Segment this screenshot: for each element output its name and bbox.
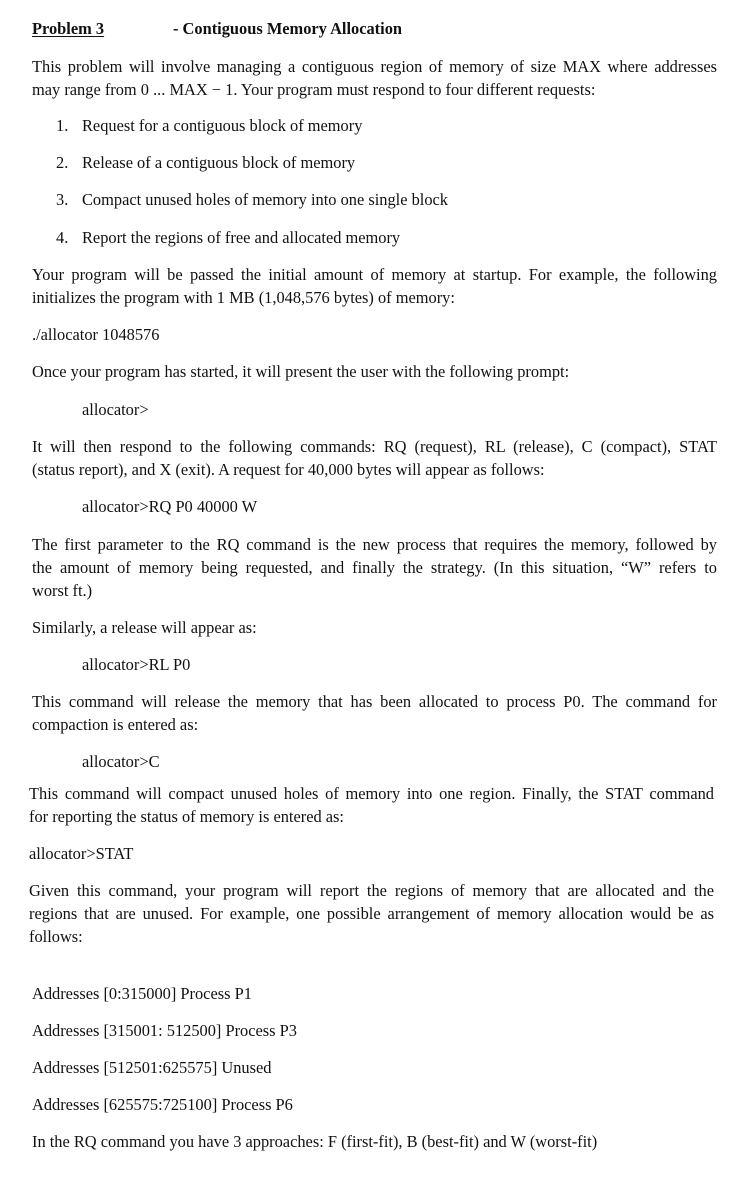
request-item-3 (56, 190, 448, 210)
report-line-1: Given this command, your program will report the regions of memory that are allocated and the (29, 881, 714, 900)
request-text: Compact unused holes of memory into one single block (82, 190, 448, 209)
compact-line-2: compaction is entered as: (32, 715, 199, 734)
problem-subtitle: - Contiguous Memory Allocation (173, 19, 403, 38)
problem-number: Problem 3 (32, 19, 105, 38)
request-number: 3. (56, 190, 69, 209)
stat-line-2: for reporting the status of memory is entered as: (29, 807, 344, 826)
stat-line-1: This command will compact unused holes of memory into one region. Finally, the STAT command (29, 784, 714, 803)
intro-line-1: This problem will involve managing a contiguous region of memory of size MAX where addresses (32, 57, 717, 76)
startup-line-1: Your program will be passed the initial amount of memory at startup. For example, the following (32, 265, 717, 284)
startup-line-2: initializes the program with 1 MB (1,048,576 bytes) of memory: (32, 288, 455, 307)
intro-line-2: may range from 0 ... MAX − 1. Your program must respond to four different requests: (32, 80, 596, 99)
rq-example: allocator>RQ P0 40000 W (82, 497, 258, 516)
address-row-4: Addresses [625575:725100] Process P6 (32, 1095, 293, 1114)
prompt-intro: Once your program has started, it will present the user with the following prompt: (32, 362, 570, 381)
compact-example: allocator>C (82, 752, 160, 771)
address-row-2: Addresses [315001: 512500] Process P3 (32, 1021, 297, 1040)
release-intro: Similarly, a release will appear as: (32, 618, 257, 637)
prompt-example: allocator> (82, 400, 149, 419)
request-item-4 (56, 228, 400, 248)
request-text: Release of a contiguous block of memory (82, 153, 356, 172)
request-number: 1. (56, 116, 69, 135)
request-item-1 (56, 116, 362, 136)
request-text: Request for a contiguous block of memory (82, 116, 363, 135)
commands-line-1: It will then respond to the following commands: RQ (request), RL (release), C (compact), STAT (32, 437, 717, 456)
startup-command: ./allocator 1048576 (32, 325, 160, 344)
closing-note: In the RQ command you have 3 approaches: F (first-fit), B (best-fit) and W (worst-fit) (32, 1132, 598, 1151)
request-item-2 (56, 153, 355, 173)
rq-explain-line-1: The first parameter to the RQ command is the new process that requires the memory, followed by (32, 535, 717, 554)
stat-example: allocator>STAT (29, 844, 134, 863)
report-line-2: regions that are unused. For example, one possible arrangement of memory allocation would be as (29, 904, 714, 923)
rq-explain-line-2: the amount of memory being requested, and finally the strategy. (In this situation, “W” refers to (32, 558, 717, 577)
address-row-3: Addresses [512501:625575] Unused (32, 1058, 272, 1077)
request-number: 2. (56, 153, 69, 172)
compact-line-1: This command will release the memory that has been allocated to process P0. The command for (32, 692, 717, 711)
release-example: allocator>RL P0 (82, 655, 191, 674)
address-row-1: Addresses [0:315000] Process P1 (32, 984, 252, 1003)
commands-line-2: (status report), and X (exit). A request for 40,000 bytes will appear as follows: (32, 460, 545, 479)
request-text: Report the regions of free and allocated memory (82, 228, 401, 247)
report-line-3: follows: (29, 927, 83, 946)
rq-explain-line-3: worst ft.) (32, 581, 93, 600)
request-number: 4. (56, 228, 69, 247)
problem-title (32, 19, 104, 39)
